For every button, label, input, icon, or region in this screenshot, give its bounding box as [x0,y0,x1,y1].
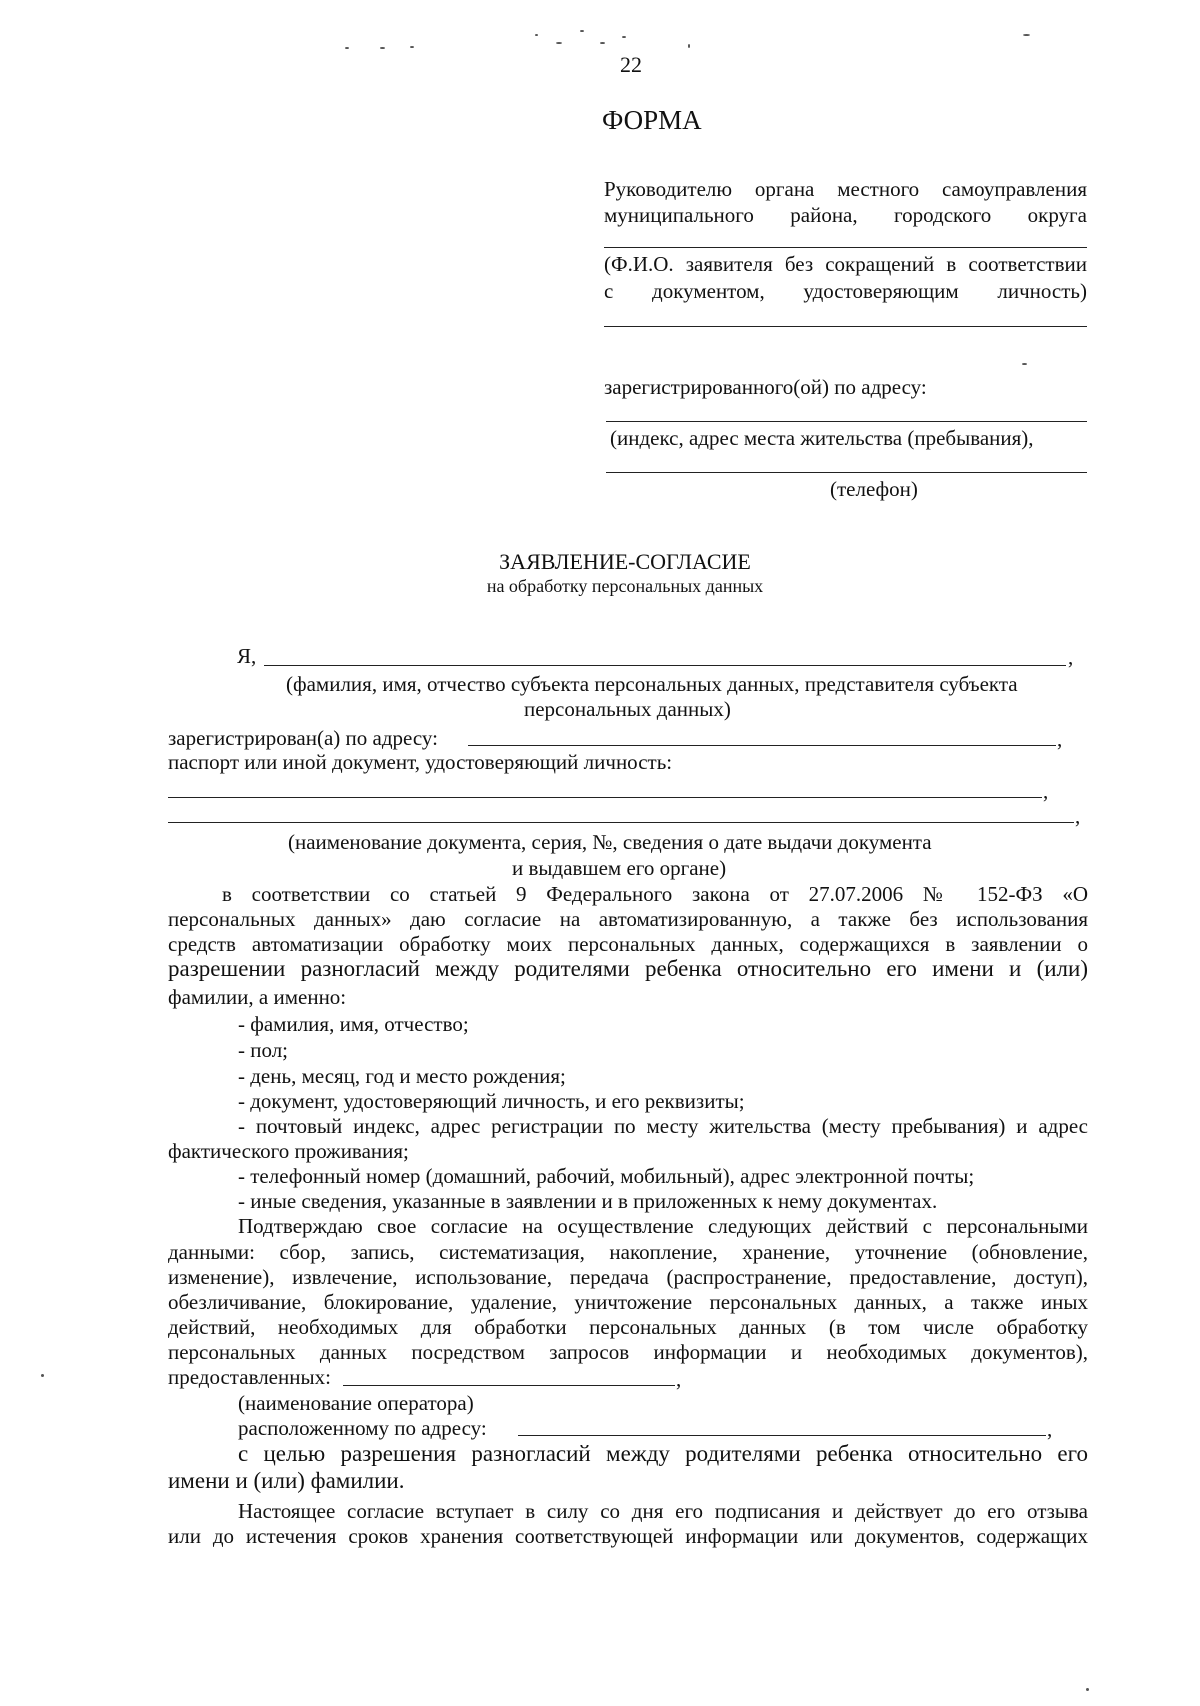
operator-address-blank [518,1435,1046,1436]
fio-blank-line [604,247,1087,248]
fio-blank-line-2 [604,326,1087,327]
para2-line: персональных данных посредством запросов информации и необходимых документов), [168,1340,1088,1364]
comma: , [676,1367,682,1391]
scan-speck [345,47,349,49]
para2-line: данными: сбор, запись, систематизация, накопление, хранение, уточнение (обновление, [168,1240,1088,1264]
scan-speck [556,42,562,44]
scan-speck [380,47,385,49]
list-item: - почтовый индекс, адрес регистрации по месту жительства (месту пребывания) и адрес [238,1114,1088,1138]
document-title: ЗАЯВЛЕНИЕ-СОГЛАСИЕ [499,549,751,574]
para4-line: или до истечения сроков хранения соответствующей информации или документов, содержащих [168,1524,1088,1548]
registered-label: зарегистрированного(ой) по адресу: [604,375,927,399]
para2-line: обезличивание, блокирование, удаление, уничтожение персональных данных, а также иных [168,1290,1088,1314]
document-subtitle: на обработку персональных данных [486,576,764,596]
para2-line: Подтверждаю свое согласие на осуществление следующих действий с персональными [238,1214,1088,1238]
comma: , [1068,645,1074,669]
para3-line: с целью разрешения разногласий между родителями ребенка относительно его [238,1441,1088,1466]
registered-address-blank [468,745,1056,746]
fio-hint-1: (Ф.И.О. заявителя без сокращений в соответствии [604,252,1087,276]
phone-hint: (телефон) [830,477,918,501]
para2-line: изменение), извлечение, использование, передача (распространение, предоставление, доступ), [168,1265,1088,1289]
operator-address-label: расположенному по адресу: [238,1416,487,1440]
para2-line: действий, необходимых для обработки персональных данных (в том числе обработку [168,1315,1088,1339]
scan-speck [41,1374,44,1377]
para1-line: персональных данных» даю согласие на автоматизированную, а также без использования [168,907,1088,931]
document-hint-1: (наименование документа, серия, №, сведения о дате выдачи документа [288,830,932,854]
addressee-line-2: муниципального района, городского округа [604,203,1087,227]
comma: , [1047,1417,1053,1441]
operator-blank-line [343,1385,675,1386]
para3-line: имени и (или) фамилии. [168,1468,405,1493]
page-number: 22 [620,52,642,77]
passport-blank-2 [168,822,1074,823]
scan-speck [580,30,584,32]
list-item: фактического проживания; [168,1139,409,1163]
list-item: - документ, удостоверяющий личность, и его реквизиты; [238,1089,745,1113]
list-item: - день, месяц, год и место рождения; [238,1064,566,1088]
comma: , [1043,779,1049,803]
passport-blank-1 [168,797,1042,798]
list-item: - иные сведения, указанные в заявлении и в приложенных к нему документах. [238,1189,938,1213]
scan-speck [688,44,690,48]
fio-hint-2: с документом, удостоверяющим личность) [604,279,1087,303]
scan-speck [1022,363,1027,365]
scan-speck [410,46,414,48]
address-hint: (индекс, адрес места жительства (пребывания), [610,426,1034,450]
ya-label: Я, [237,644,257,668]
scan-speck [622,36,626,38]
scan-speck [1023,34,1030,36]
phone-blank-line [606,472,1087,473]
para2-line: предоставленных: [168,1365,331,1389]
subject-hint-1: (фамилия, имя, отчество субъекта персональных данных, представителя субъекта [286,672,1018,696]
address-blank-line [606,421,1087,422]
operator-hint: (наименование оператора) [238,1391,474,1415]
comma: , [1057,727,1063,751]
comma: , [1075,804,1081,828]
list-item: - фамилия, имя, отчество; [238,1012,469,1036]
list-item: - пол; [238,1038,289,1062]
name-blank-line [264,665,1066,666]
registered-address-label: зарегистрирован(а) по адресу: [168,726,438,750]
form-label: ФОРМА [602,105,702,135]
subject-hint-2: персональных данных) [524,697,731,721]
para1-line: средств автоматизации обработку моих персональных данных, содержащихся в заявлении о [168,932,1088,956]
para1-line: разрешении разногласий между родителями ребенка относительно его имени и (или) [168,956,1088,981]
para1-line: фамилии, а именно: [168,985,347,1009]
passport-label: паспорт или иной документ, удостоверяющий личность: [168,750,673,774]
scan-speck [535,34,538,36]
addressee-line-1: Руководителю органа местного самоуправления [604,177,1087,201]
scan-speck [600,42,605,44]
document-hint-2: и выдавшем его органе) [512,856,727,880]
para4-line: Настоящее согласие вступает в силу со дня его подписания и действует до его отзыва [238,1499,1088,1523]
para1-line: в соответствии со статьей 9 Федерального закона от 27.07.2006 № 152-ФЗ «О [222,882,1088,906]
scan-speck [1086,1688,1089,1691]
list-item: - телефонный номер (домашний, рабочий, мобильный), адрес электронной почты; [238,1164,975,1188]
